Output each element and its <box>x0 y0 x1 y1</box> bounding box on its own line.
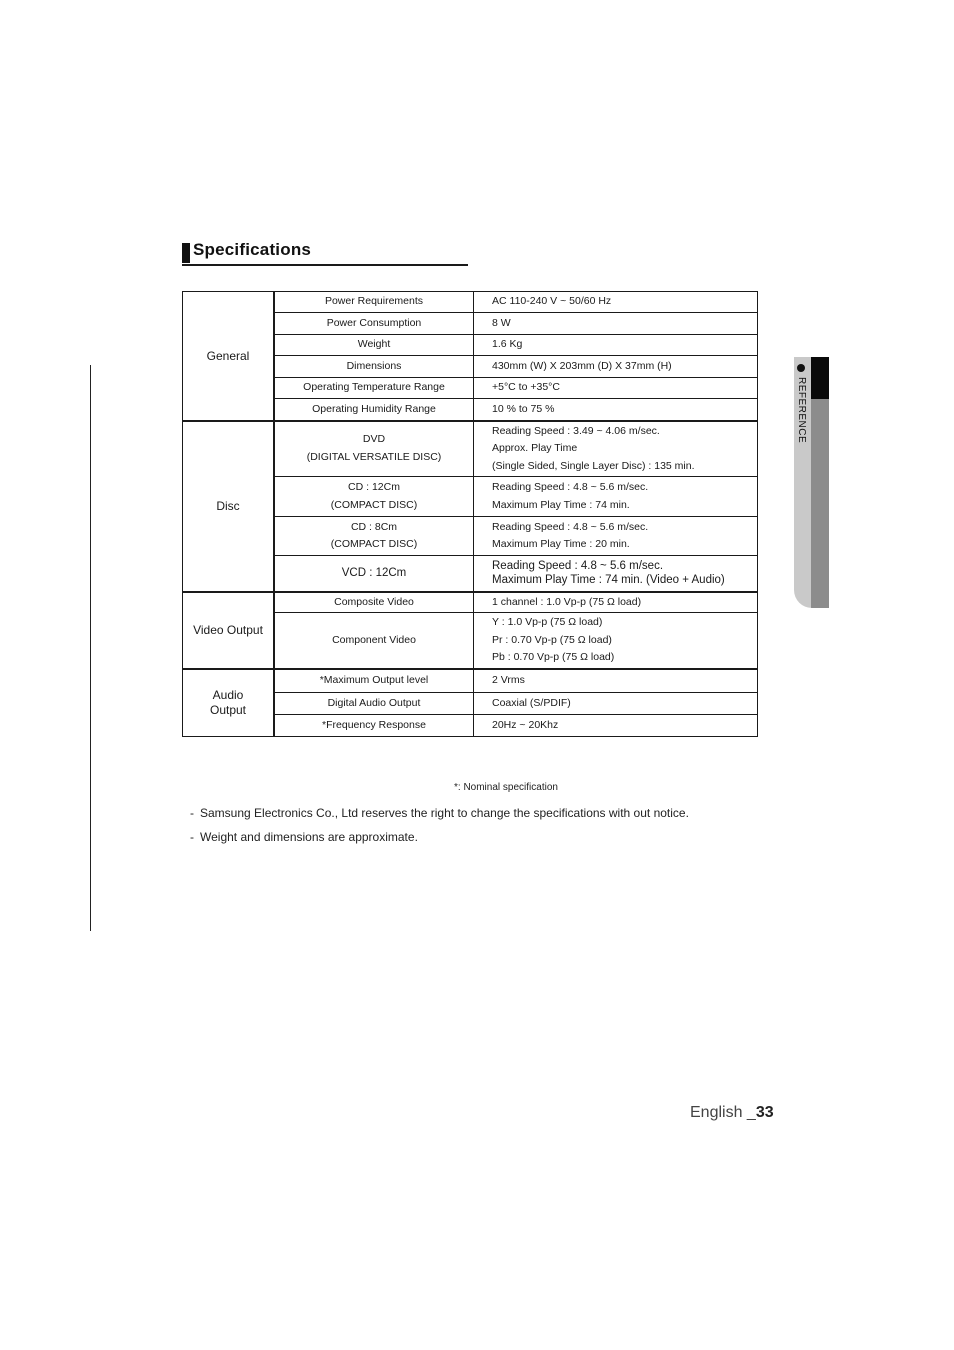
spec-value-line: 430mm (W) X 203mm (D) X 37mm (H) <box>492 359 672 372</box>
spec-item-line: Weight <box>357 338 391 351</box>
spec-item-line: (COMPACT DISC) <box>330 498 418 511</box>
spec-value <box>474 592 758 613</box>
spec-value <box>474 399 758 421</box>
margin-rule <box>90 365 91 931</box>
notes-list <box>190 806 689 854</box>
spec-value-line: +5°C to +35°C <box>492 381 560 394</box>
page-footer <box>690 1104 774 1122</box>
spec-item <box>274 292 474 313</box>
spec-value-line: Coaxial (S/PDIF) <box>492 696 571 709</box>
spec-value <box>474 517 758 556</box>
spec-value-line: (Single Sided, Single Layer Disc) : 135 min. <box>492 459 695 472</box>
spec-item <box>274 592 474 613</box>
spec-item-line: *Maximum Output level <box>319 674 429 686</box>
spec-value <box>474 421 758 477</box>
spec-value <box>474 693 758 715</box>
table-row <box>183 421 758 477</box>
spec-value-line: Pb : 0.70 Vp-p (75 Ω load) <box>492 651 615 663</box>
spec-value-line: Maximum Play Time : 20 min. <box>492 538 630 550</box>
table-row <box>183 669 758 693</box>
group-label <box>183 592 275 669</box>
group-label <box>183 421 275 592</box>
spec-value-line: 10 % to 75 % <box>492 402 555 415</box>
spec-value-line: 8 W <box>492 316 511 329</box>
heading-marker <box>182 243 190 263</box>
group-label-line: Video Output <box>193 622 263 637</box>
note-dash: - <box>190 806 194 820</box>
spec-value <box>474 378 758 399</box>
group-label-line: Audio <box>212 688 244 703</box>
spec-item-line: Operating Temperature Range <box>303 381 445 394</box>
spec-value <box>474 356 758 378</box>
spec-value-line: 1.6 Kg <box>492 338 523 351</box>
spec-item <box>274 477 474 517</box>
spec-value <box>474 292 758 313</box>
spec-item-line: *Frequency Response <box>322 718 426 731</box>
spec-item-line: CD : 8Cm <box>350 520 398 533</box>
spec-item <box>274 517 474 556</box>
group-label-line: Disc <box>216 498 240 513</box>
spec-item <box>274 669 474 693</box>
spec-value <box>474 477 758 517</box>
spec-value-line: Y : 1.0 Vp-p (75 Ω load) <box>492 616 603 628</box>
spec-value <box>474 715 758 737</box>
spec-item-line: Power Requirements <box>324 295 424 308</box>
spec-item <box>274 356 474 378</box>
spec-value-line: Maximum Play Time : 74 min. <box>492 498 630 511</box>
spec-item-line: DVD <box>362 433 386 446</box>
table-row <box>183 592 758 613</box>
spec-item-line: Operating Humidity Range <box>312 402 436 415</box>
bullet-icon <box>797 364 805 372</box>
spec-value-line: Pr : 0.70 Vp-p (75 Ω load) <box>492 633 612 646</box>
spec-value-line: 2 Vrms <box>492 674 525 686</box>
spec-value-line: 1 channel : 1.0 Vp-p (75 Ω load) <box>492 595 642 608</box>
spec-item-line: (DIGITAL VERSATILE DISC) <box>306 450 442 463</box>
group-label <box>183 669 275 737</box>
note-text: Weight and dimensions are approximate. <box>200 830 418 844</box>
spec-value <box>474 613 758 669</box>
side-tab-active-marker <box>811 357 829 399</box>
spec-item-line: Power Consumption <box>326 316 422 329</box>
spec-value-line: Maximum Play Time : 74 min. (Video + Audio) <box>492 574 725 587</box>
footer-language: English _ <box>690 1104 756 1121</box>
note-dash: - <box>190 830 194 844</box>
spec-value-line: AC 110-240 V ~ 50/60 Hz <box>492 295 612 308</box>
spec-item-line: VCD : 12Cm <box>341 566 407 579</box>
spec-value <box>474 669 758 693</box>
spec-item <box>274 693 474 715</box>
page-number: 33 <box>755 1104 774 1121</box>
spec-item <box>274 556 474 592</box>
list-item <box>190 806 689 830</box>
side-tab-label: REFERENCE <box>796 377 807 444</box>
spec-value-line: Reading Speed : 4.8 ~ 5.6 m/sec. <box>492 520 649 533</box>
footnote: *: Nominal specification <box>454 782 558 793</box>
section-heading <box>182 240 468 266</box>
spec-item-line: Component Video <box>332 633 416 646</box>
spec-item-line: (COMPACT DISC) <box>330 538 418 550</box>
spec-item <box>274 399 474 421</box>
spec-table <box>182 291 758 737</box>
spec-item <box>274 715 474 737</box>
spec-value <box>474 313 758 335</box>
spec-value-line: Approx. Play Time <box>492 442 578 454</box>
spec-item <box>274 378 474 399</box>
spec-item-line: CD : 12Cm <box>348 481 400 493</box>
spec-item-line: Digital Audio Output <box>327 696 421 709</box>
spec-value <box>474 556 758 592</box>
page-title: Specifications <box>193 240 312 259</box>
table-row <box>183 292 758 313</box>
spec-item <box>274 313 474 335</box>
group-label <box>183 292 275 421</box>
spec-value-line: 20Hz ~ 20Khz <box>492 718 559 731</box>
note-text: Samsung Electronics Co., Ltd reserves the right to change the specifications with out notice. <box>200 806 689 820</box>
chapter-side-tab <box>794 357 829 608</box>
spec-item <box>274 335 474 356</box>
spec-value <box>474 335 758 356</box>
spec-item <box>274 421 474 477</box>
spec-item <box>274 613 474 669</box>
list-item <box>190 830 689 854</box>
spec-item-line: Composite Video <box>334 595 414 608</box>
group-label-line: General <box>206 348 250 363</box>
spec-value-line: Reading Speed : 3.49 ~ 4.06 m/sec. <box>492 424 660 437</box>
spec-value-line: Reading Speed : 4.8 ~ 5.6 m/sec. <box>492 481 649 493</box>
group-label-line: Output <box>209 702 247 717</box>
spec-value-line: Reading Speed : 4.8 ~ 5.6 m/sec. <box>492 560 664 573</box>
spec-item-line: Dimensions <box>346 359 402 372</box>
